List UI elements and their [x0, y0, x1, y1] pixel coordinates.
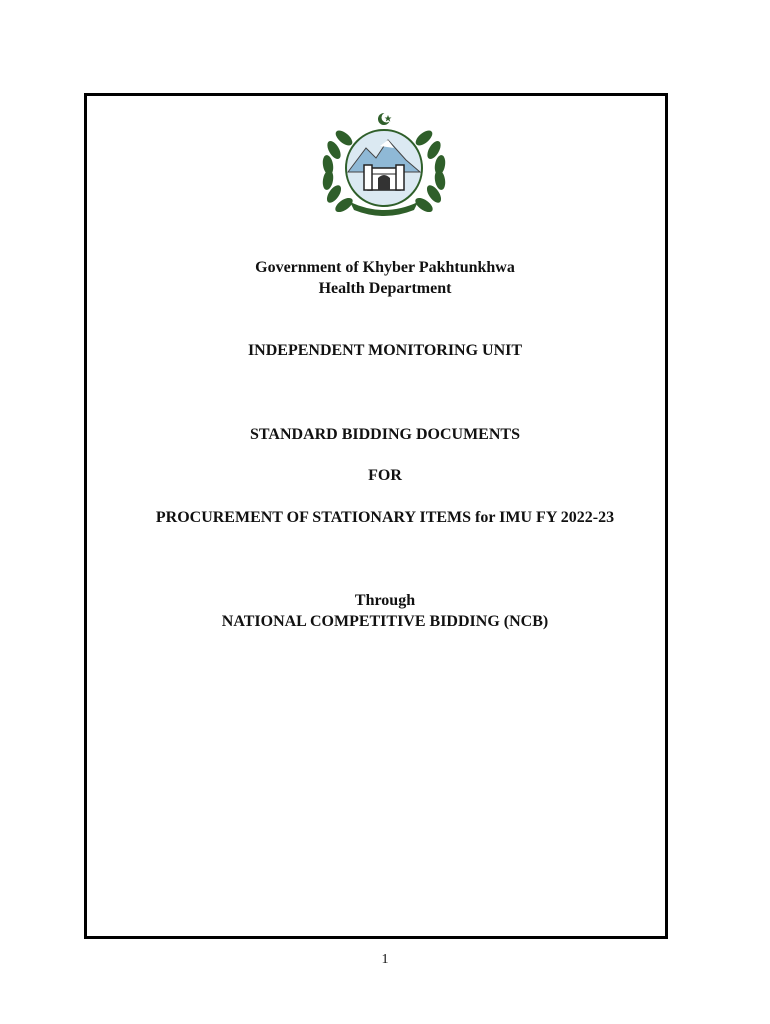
- unit-name: INDEPENDENT MONITORING UNIT: [247, 342, 523, 359]
- government-name: Government of Khyber Pakhtunkhwa: [255, 259, 515, 276]
- procurement-subject: PROCUREMENT OF STATIONARY ITEMS for IMU FY 2022-23: [155, 509, 615, 526]
- through-label: Through: [354, 592, 416, 609]
- khyber-pakhtunkhwa-emblem-icon: [314, 110, 454, 220]
- for-label: FOR: [368, 467, 402, 484]
- bidding-method: NATIONAL COMPETITIVE BIDDING (NCB): [221, 613, 549, 630]
- document-title: STANDARD BIDDING DOCUMENTS: [250, 426, 520, 443]
- page-number: 1: [381, 952, 389, 967]
- department-name: Health Department: [318, 280, 452, 297]
